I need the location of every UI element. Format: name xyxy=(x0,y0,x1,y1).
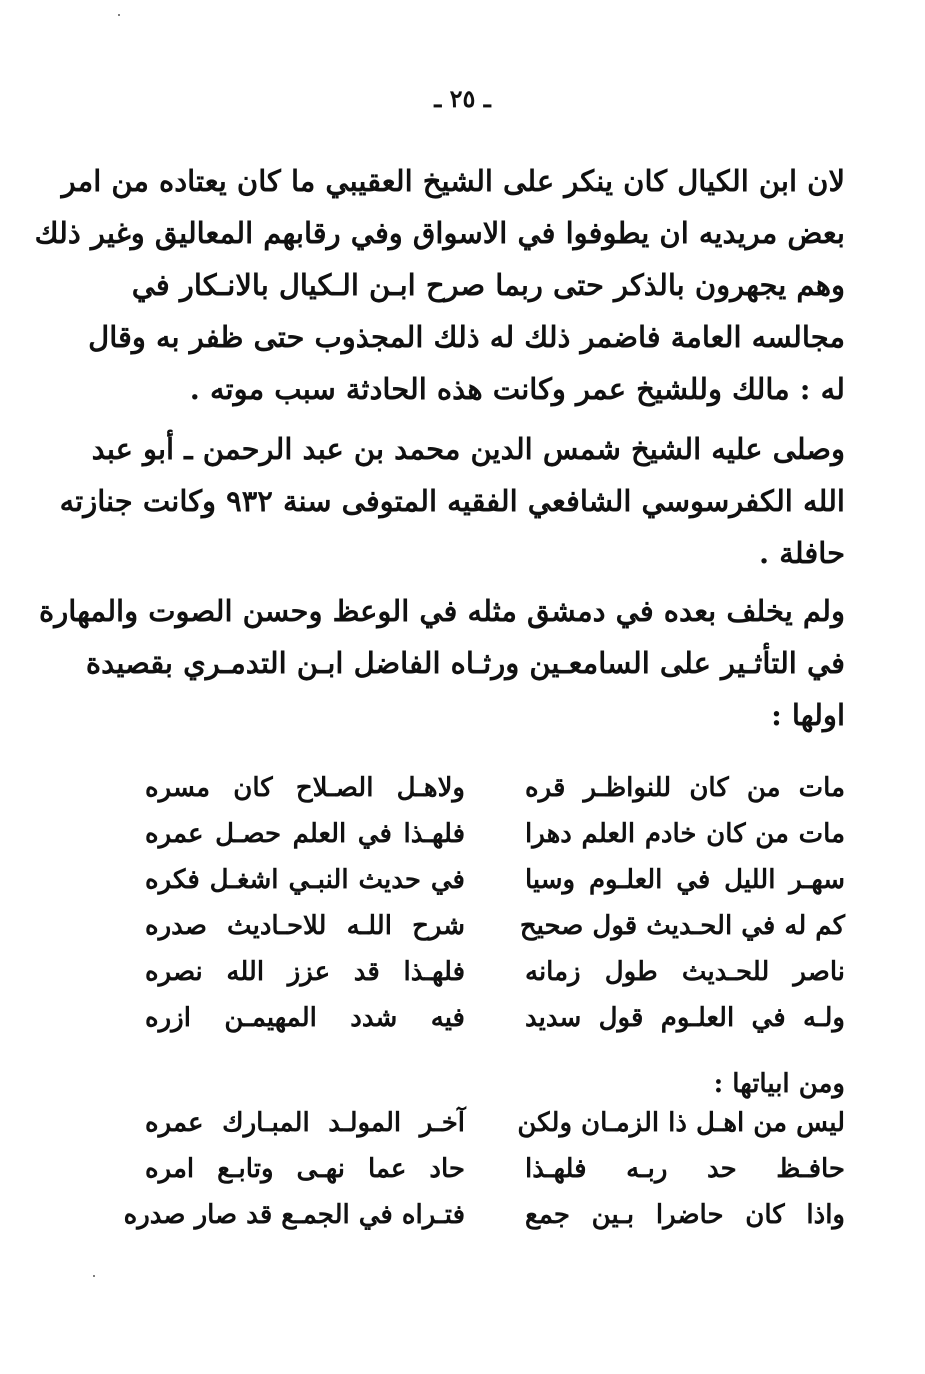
verse-second-hemistich: فيه شدد المهيمـن ازره xyxy=(145,1003,465,1033)
paragraph-elegy-intro xyxy=(39,585,845,741)
paragraph-line: بعض مريديه ان يطوفوا في الاسواق وفي رقابهم المعاليق وغير ذلك xyxy=(34,216,845,250)
poem-verse xyxy=(145,1100,845,1146)
page-number: ـ ٢٥ ـ xyxy=(434,84,491,113)
scan-speck xyxy=(93,1275,95,1277)
verse-second-hemistich: فتـراه في الجمـع قد صار صدره xyxy=(123,1200,465,1230)
verse-second-hemistich: ولاهـل الصـلاح كان مسره xyxy=(145,773,465,803)
paragraph-line: ولم يخلف بعده في دمشق مثله في الوعظ وحسن الصوت والمهارة xyxy=(39,594,845,628)
paragraph-line: له : مالك وللشيخ عمر وكانت هذه الحادثة سبب موته . xyxy=(189,372,845,406)
poem-verse xyxy=(145,949,845,995)
paragraph-line: وصلى عليه الشيخ شمس الدين محمد بن عبد الرحمن ـ أبو عبد xyxy=(91,432,845,466)
paragraph-line: اولها : xyxy=(771,698,845,732)
paragraph-line: الله الكفرسوسي الشافعي الفقيه المتوفى سنة ٩٣٢ وكانت جنازته xyxy=(59,484,845,518)
poem-first-part xyxy=(145,765,845,1041)
paragraph-line: مجالسه العامة فاضمر ذلك له ذلك المجذوب حتى ظفر به وقال xyxy=(88,320,845,354)
paragraph-line: حافلة . xyxy=(759,536,845,570)
poem-verse xyxy=(145,765,845,811)
poem-verse xyxy=(145,903,845,949)
paragraph-death-account xyxy=(34,155,845,415)
verse-first-hemistich: ولـه في العلـوم قول سديد xyxy=(525,1003,845,1033)
verse-second-hemistich: حاد عما نهـى وتابـع امره xyxy=(145,1154,465,1184)
verse-first-hemistich: كم له في الحـديث قول صحيح xyxy=(519,911,845,941)
paragraph-line: وهم يجهرون بالذكر حتى ربما صرح ابـن الـكيال بالانـكار في xyxy=(131,268,845,302)
verse-first-hemistich: حافـظ حد ربـه فلهـذا xyxy=(525,1154,845,1184)
scan-speck xyxy=(118,14,120,16)
poem-verse xyxy=(145,857,845,903)
poem-second-part xyxy=(123,1100,845,1238)
paragraph-line: لان ابن الكيال كان ينكر على الشيخ العقيبي ما كان يعتاده من امر xyxy=(61,164,845,198)
poem-verse xyxy=(145,811,845,857)
verse-second-hemistich: فلهـذا قد عزز الله نصره xyxy=(145,957,465,987)
poem-verse xyxy=(123,1192,845,1238)
verse-second-hemistich: آخـر المولـد المبـارك عمره xyxy=(145,1108,465,1138)
paragraph-line: في التأثـير على السامعـين ورثـاه الفاضل ابـن التدمـري بقصيدة xyxy=(85,646,845,680)
verse-first-hemistich: سهـر الليل في العلـوم وسيا xyxy=(525,865,845,895)
poem-verses-note: ومن ابياتها : xyxy=(713,1069,845,1099)
poem-verse xyxy=(145,1146,845,1192)
verse-second-hemistich: شرح اللـه للاحـاديث صدره xyxy=(145,911,465,941)
verse-first-hemistich: مات من كان خادم العلم دهرا xyxy=(525,819,845,849)
verse-first-hemistich: واذا كان حاضرا بـين جمع xyxy=(525,1200,845,1230)
poem-verse xyxy=(145,995,845,1041)
verse-second-hemistich: في حديث النبـي اشغـل فكره xyxy=(145,865,465,895)
verse-second-hemistich: فلهـذا في العلم حصـل عمره xyxy=(145,819,465,849)
verse-first-hemistich: مات من كان للنواظـر قره xyxy=(525,773,845,803)
paragraph-funeral xyxy=(59,423,845,579)
verse-first-hemistich: ليس من اهـل ذا الزمـان ولكن xyxy=(517,1108,845,1138)
verse-first-hemistich: ناصر للحـديث طول زمانه xyxy=(525,957,845,987)
